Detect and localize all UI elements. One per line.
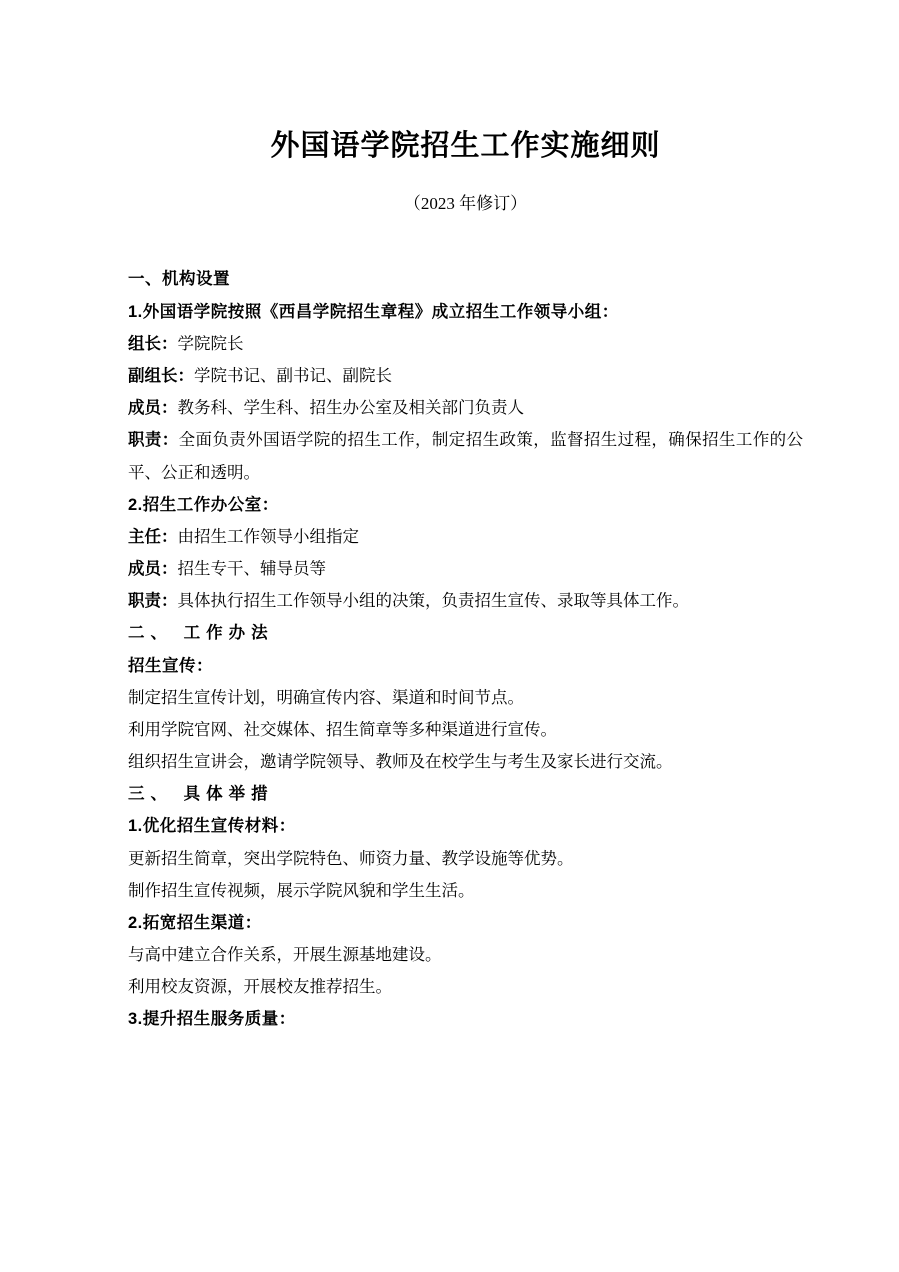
definition-value: 由招生工作领导小组指定 bbox=[177, 526, 359, 546]
body-paragraph: 与高中建立合作关系，开展生源基地建设。 bbox=[128, 945, 442, 965]
definition-line bbox=[128, 521, 803, 553]
document-subtitle: （2023 年修订） bbox=[403, 193, 528, 213]
document-body bbox=[128, 263, 803, 1035]
definition-value: 全面负责外国语学院的招生工作，制定招生政策，监督招生过程，确保招生工作的公平、公正和透明。 bbox=[128, 430, 804, 482]
section-heading: 1.优化招生宣传材料： bbox=[128, 817, 296, 836]
definition-label: 职责： bbox=[128, 431, 179, 450]
section-heading: 招生宣传： bbox=[128, 656, 213, 675]
definition-label: 主任： bbox=[128, 527, 178, 546]
definition-label: 副组长： bbox=[128, 367, 194, 385]
definition-value: 学院院长 bbox=[177, 333, 244, 353]
section-heading: 1.外国语学院按照《西昌学院招生章程》成立招生工作领导小组： bbox=[128, 302, 619, 321]
body-paragraph: 利用学院官网、社交媒体、招生简章等多种渠道进行宣传。 bbox=[128, 719, 557, 739]
body-paragraph: 组织招生宣讲会，邀请学院领导、教师及在校学生与考生及家长进行交流。 bbox=[128, 752, 673, 772]
definition-label: 成员： bbox=[128, 560, 178, 579]
definition-value: 招生专干、辅导员等 bbox=[177, 559, 326, 579]
definition-value: 学院书记、副书记、副院长 bbox=[194, 366, 392, 385]
definition-label: 成员： bbox=[128, 399, 178, 418]
definition-value: 教务科、学生科、招生办公室及相关部门负责人 bbox=[177, 398, 524, 418]
definition-line bbox=[128, 553, 803, 585]
definition-line bbox=[128, 424, 803, 488]
body-paragraph: 利用校友资源，开展校友推荐招生。 bbox=[128, 977, 392, 997]
definition-line bbox=[128, 585, 803, 617]
definition-value: 具体执行招生工作领导小组的决策，负责招生宣传、录取等具体工作。 bbox=[177, 591, 689, 611]
definition-label: 组长： bbox=[128, 334, 178, 353]
body-paragraph: 制作招生宣传视频，展示学院风貌和学生生活。 bbox=[128, 880, 475, 900]
definition-label: 职责： bbox=[128, 592, 178, 611]
section-heading: 2.拓宽招生渠道： bbox=[128, 913, 262, 932]
body-paragraph: 制定招生宣传计划，明确宣传内容、渠道和时间节点。 bbox=[128, 687, 524, 707]
page-title: 外国语学院招生工作实施细则 bbox=[270, 130, 661, 162]
definition-line bbox=[128, 360, 803, 392]
body-paragraph: 更新招生简章，突出学院特色、师资力量、教学设施等优势。 bbox=[128, 848, 574, 868]
section-heading: 3.提升招生服务质量： bbox=[128, 1010, 296, 1029]
section-heading: 二、 工作办法 bbox=[128, 624, 274, 643]
definition-line bbox=[128, 392, 803, 424]
section-heading: 一、机构设置 bbox=[128, 270, 230, 289]
section-heading: 2.招生工作办公室： bbox=[128, 495, 279, 514]
section-heading: 三、 具体举措 bbox=[128, 785, 274, 804]
definition-line bbox=[128, 328, 803, 360]
